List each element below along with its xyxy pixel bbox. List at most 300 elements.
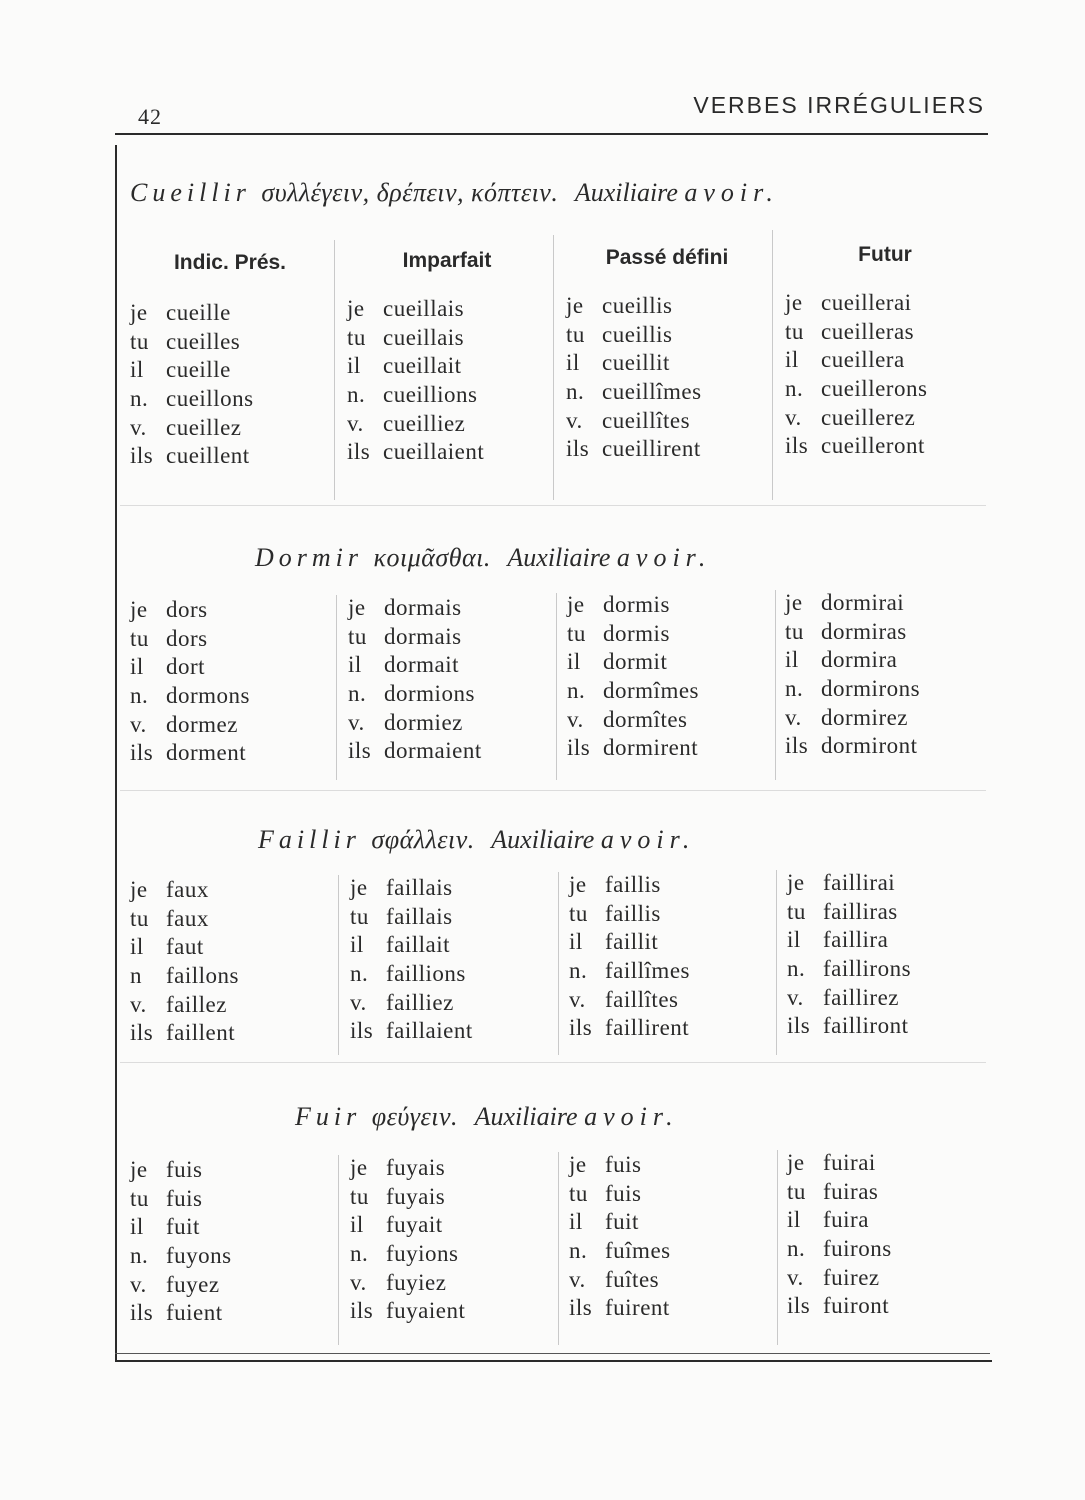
pronoun: il	[350, 932, 364, 958]
conjugation-column-passe-defini	[566, 293, 702, 465]
pronoun: tu	[347, 324, 366, 350]
conjugation-row	[569, 901, 690, 930]
conjugation-row	[348, 624, 482, 653]
conjugation-column-futur	[785, 290, 927, 462]
pronoun: v.	[350, 1269, 367, 1295]
pronoun: n	[130, 963, 142, 989]
pronoun: je	[785, 290, 803, 315]
pronoun: il	[566, 350, 580, 376]
pronoun: je	[350, 875, 368, 900]
header-rule	[115, 133, 988, 135]
pronoun: il	[569, 1209, 583, 1235]
conjugation-row	[130, 597, 250, 626]
pronoun: je	[567, 592, 585, 617]
verb-form: fuyaient	[386, 1298, 466, 1324]
pronoun: n.	[350, 1241, 369, 1267]
conjugation-column-futur	[787, 870, 911, 1042]
verb-form: faillez	[166, 991, 227, 1017]
conjugation-row	[787, 956, 911, 985]
pronoun: v.	[130, 991, 147, 1017]
conjugation-row	[787, 1179, 892, 1208]
verb-form: fuyez	[166, 1271, 220, 1297]
verb-form: dormiras	[821, 618, 907, 644]
conjugation-row	[569, 929, 690, 958]
pronoun: je	[130, 1157, 148, 1182]
pronoun: ils	[130, 1020, 154, 1046]
verb-form: cueilles	[166, 328, 241, 354]
pronoun: v.	[787, 984, 804, 1010]
pronoun: tu	[569, 900, 588, 926]
verb-form: cueillais	[383, 324, 465, 350]
running-head: VERBES IRRÉGULIERS	[693, 92, 985, 118]
verb-form: cueillit	[602, 350, 670, 376]
pronoun: tu	[130, 1185, 149, 1211]
verb-form: faut	[166, 934, 204, 960]
pronoun: n.	[130, 683, 149, 709]
verb-form: fuyais	[386, 1155, 446, 1180]
pronoun: je	[569, 872, 587, 897]
conjugation-row	[130, 906, 239, 935]
conjugation-row	[787, 1293, 892, 1322]
verb-form: cueillons	[166, 386, 254, 412]
verb-form: dorment	[166, 740, 247, 766]
conjugation-row	[130, 357, 254, 386]
verb-form: faillis	[605, 900, 661, 926]
verb-form: dormit	[603, 649, 668, 675]
pronoun: v.	[787, 1264, 804, 1290]
pronoun: v.	[130, 711, 147, 737]
verb-form: cueillera	[821, 347, 905, 373]
verb-form: dort	[166, 654, 206, 680]
pronoun: n.	[130, 386, 149, 412]
verb-form: faillirez	[823, 984, 900, 1010]
verb-form: fuyait	[386, 1212, 443, 1238]
auxiliary-label: Auxiliaire	[574, 178, 678, 207]
conjugation-row	[566, 322, 702, 351]
conjugation-row	[347, 353, 484, 382]
conjugation-row	[567, 649, 699, 678]
pronoun: n.	[566, 379, 585, 405]
verb-form: cueillis	[602, 293, 673, 318]
verb-form: fuirez	[823, 1264, 880, 1290]
auxiliary-verb: avoir.	[600, 825, 696, 854]
conjugation-row	[130, 1186, 232, 1215]
pronoun: ils	[130, 740, 154, 766]
conjugation-row	[350, 990, 473, 1019]
conjugation-row	[130, 654, 250, 683]
greek-translation: φεύγειν.	[371, 1102, 459, 1131]
pronoun: n.	[569, 1238, 588, 1264]
verb-form: fuîtes	[605, 1266, 660, 1292]
pronoun: n.	[567, 678, 586, 704]
verb-form: dormira	[821, 647, 898, 673]
verb-form: fuîmes	[605, 1238, 671, 1264]
verb-form: fuyons	[166, 1243, 232, 1269]
pronoun: je	[350, 1155, 368, 1180]
conjugation-column-futur	[785, 590, 920, 762]
verb-form: cueilleront	[821, 433, 925, 459]
conjugation-row	[785, 619, 920, 648]
conjugation-column-imparfait	[348, 595, 482, 767]
verb-form: fuyais	[386, 1183, 446, 1209]
pronoun: ils	[569, 1015, 593, 1041]
verb-form: cueillaient	[383, 439, 485, 465]
conjugation-row	[787, 899, 911, 928]
verb-form: cueillerai	[821, 290, 912, 315]
verb-form: dormis	[603, 592, 670, 617]
verb-form: faillîtes	[605, 986, 679, 1012]
pronoun: je	[787, 870, 805, 895]
column-rule	[556, 593, 557, 780]
pronoun: tu	[567, 620, 586, 646]
conjugation-row	[350, 1212, 465, 1241]
verb-form: faillons	[166, 963, 239, 989]
pronoun: je	[130, 300, 148, 325]
conjugation-row	[130, 443, 254, 472]
pronoun: ils	[350, 1018, 374, 1044]
conjugation-row	[787, 870, 911, 899]
verb-form: faillions	[386, 961, 466, 987]
auxiliary-label: Auxiliaire	[491, 825, 595, 854]
verb-heading-faillir	[258, 825, 695, 855]
pronoun: n.	[569, 958, 588, 984]
conjugation-row	[348, 652, 482, 681]
pronoun: il	[567, 649, 581, 675]
verb-form: cueillîmes	[602, 379, 702, 405]
conjugation-row	[785, 319, 927, 348]
conjugation-row	[130, 1300, 232, 1329]
verb-form: cueillions	[383, 382, 478, 408]
verb-form: dormirons	[821, 676, 921, 702]
verb-heading-dormir	[255, 543, 711, 573]
conjugation-row	[567, 678, 699, 707]
pronoun: v.	[350, 989, 367, 1015]
verb-form: cueillent	[166, 443, 250, 469]
column-rule	[334, 240, 335, 500]
conjugation-row	[787, 1236, 892, 1265]
pronoun: ils	[567, 735, 591, 761]
pronoun: v.	[347, 410, 364, 436]
conjugation-row	[787, 1265, 892, 1294]
verb-name: Dormir	[255, 543, 364, 572]
pronoun: ils	[347, 439, 371, 465]
conjugation-row	[130, 626, 250, 655]
greek-translation: συλλέγειν, δρέπειν, κόπτειν.	[261, 178, 559, 207]
verb-form: cueillîtes	[602, 407, 691, 433]
conjugation-row	[569, 1152, 671, 1181]
conjugation-column-present	[130, 877, 239, 1049]
conjugation-row	[787, 1013, 911, 1042]
verb-heading-fuir	[295, 1102, 679, 1132]
pronoun: tu	[569, 1180, 588, 1206]
pronoun: n.	[347, 382, 366, 408]
verb-form: fuis	[605, 1152, 642, 1177]
conjugation-row	[569, 1295, 671, 1324]
pronoun: tu	[348, 623, 367, 649]
conjugation-row	[347, 296, 484, 325]
pronoun: v.	[566, 407, 583, 433]
pronoun: tu	[130, 625, 149, 651]
conjugation-row	[350, 1155, 465, 1184]
verb-form: faillit	[605, 929, 659, 955]
verb-form: cueillais	[383, 296, 465, 321]
pronoun: il	[130, 1214, 144, 1240]
conjugation-row	[569, 1267, 671, 1296]
conjugation-column-passe-defini	[569, 872, 690, 1044]
column-rule	[772, 230, 773, 500]
pronoun: ils	[566, 436, 590, 462]
conjugation-row	[348, 595, 482, 624]
conjugation-row	[569, 1181, 671, 1210]
verb-form: dormions	[384, 681, 475, 707]
pronoun: n.	[787, 956, 806, 982]
pronoun: il	[787, 1207, 801, 1233]
verb-form: faillîmes	[605, 958, 690, 984]
conjugation-column-futur	[787, 1150, 892, 1322]
column-rule	[775, 590, 776, 780]
conjugation-row	[785, 705, 920, 734]
conjugation-row	[350, 1184, 465, 1213]
section-separator	[120, 505, 986, 506]
verb-form: fuis	[166, 1185, 203, 1211]
verb-form: cueillis	[602, 321, 673, 347]
verb-name: Cueillir	[130, 178, 251, 207]
conjugation-row	[130, 683, 250, 712]
conjugation-row	[567, 735, 699, 764]
conjugation-row	[130, 963, 239, 992]
pronoun: n.	[348, 681, 367, 707]
auxiliary-label: Auxiliaire	[507, 543, 611, 572]
verb-name: Faillir	[258, 825, 361, 854]
conjugation-row	[785, 433, 927, 462]
conjugation-row	[130, 415, 254, 444]
conjugation-row	[348, 710, 482, 739]
verb-form: cueilleras	[821, 318, 915, 344]
conjugation-row	[785, 290, 927, 319]
conjugation-row	[350, 1241, 465, 1270]
pronoun: ils	[787, 1013, 811, 1039]
verb-heading-cueillir	[130, 178, 779, 208]
column-rule	[777, 1150, 778, 1345]
conjugation-row	[569, 872, 690, 901]
verb-form: dormirez	[821, 704, 909, 730]
pronoun: je	[566, 293, 584, 318]
conjugation-row	[569, 1238, 671, 1267]
conjugation-column-imparfait	[350, 875, 473, 1047]
pronoun: il	[130, 357, 144, 383]
conjugation-row	[350, 875, 473, 904]
column-header-passe-defini: Passé défini	[605, 246, 729, 269]
pronoun: je	[348, 595, 366, 620]
conjugation-column-imparfait	[350, 1155, 465, 1327]
conjugation-row	[130, 877, 239, 906]
conjugation-row	[567, 707, 699, 736]
verb-form: fuis	[166, 1157, 203, 1182]
column-header-futur: Futur	[858, 243, 912, 266]
conjugation-row	[347, 439, 484, 468]
pronoun: v.	[567, 706, 584, 732]
verb-form: dormez	[166, 711, 238, 737]
verb-form: dormîtes	[603, 706, 688, 732]
conjugation-row	[566, 293, 702, 322]
pronoun: tu	[350, 1183, 369, 1209]
pronoun: tu	[787, 1178, 806, 1204]
verb-form: cueillirent	[602, 436, 701, 462]
verb-form: dormait	[384, 652, 460, 678]
conjugation-column-present	[130, 300, 254, 472]
verb-form: dormîmes	[603, 678, 699, 704]
pronoun: il	[350, 1212, 364, 1238]
conjugation-column-present	[130, 597, 250, 769]
pronoun: v.	[130, 1271, 147, 1297]
conjugation-row	[787, 1207, 892, 1236]
pronoun: je	[569, 1152, 587, 1177]
pronoun: ils	[569, 1295, 593, 1321]
section-separator	[120, 1062, 986, 1063]
pronoun: tu	[785, 318, 804, 344]
conjugation-row	[130, 740, 250, 769]
pronoun: ils	[348, 738, 372, 764]
conjugation-row	[350, 1018, 473, 1047]
verb-form: cueillerons	[821, 376, 928, 402]
pronoun: v.	[785, 404, 802, 430]
pronoun: il	[569, 929, 583, 955]
pronoun: tu	[130, 328, 149, 354]
pronoun: je	[130, 597, 148, 622]
verb-form: fuiront	[823, 1293, 890, 1319]
pronoun: tu	[785, 618, 804, 644]
conjugation-row	[569, 1209, 671, 1238]
verb-form: failliront	[823, 1013, 909, 1039]
conjugation-row	[130, 992, 239, 1021]
pronoun: v.	[130, 414, 147, 440]
verb-form: dors	[166, 625, 208, 651]
auxiliary-verb: avoir.	[616, 543, 712, 572]
verb-form: dormons	[166, 683, 250, 709]
conjugation-row	[130, 712, 250, 741]
greek-translation: κοιμᾶσθαι.	[373, 543, 491, 572]
verb-form: faillirai	[823, 870, 896, 895]
conjugation-row	[130, 1214, 232, 1243]
verb-form: failliez	[386, 989, 454, 1015]
verb-form: dormirent	[603, 735, 699, 761]
pronoun: ils	[785, 733, 809, 759]
pronoun: il	[785, 647, 799, 673]
conjugation-row	[130, 1272, 232, 1301]
pronoun: tu	[130, 905, 149, 931]
pronoun: je	[347, 296, 365, 321]
pronoun: ils	[787, 1293, 811, 1319]
conjugation-row	[787, 985, 911, 1014]
pronoun: tu	[350, 903, 369, 929]
verb-form: faillira	[823, 927, 889, 953]
table-frame-bottom-rule	[115, 1353, 990, 1354]
verb-form: dormais	[384, 623, 462, 649]
conjugation-row	[566, 436, 702, 465]
conjugation-column-imparfait	[347, 296, 484, 468]
conjugation-row	[347, 411, 484, 440]
column-rule	[338, 875, 339, 1055]
pronoun: ils	[350, 1298, 374, 1324]
auxiliary-label: Auxiliaire	[474, 1102, 578, 1131]
pronoun: n.	[787, 1236, 806, 1262]
pronoun: il	[130, 934, 144, 960]
conjugation-row	[567, 621, 699, 650]
conjugation-row	[350, 904, 473, 933]
conjugation-row	[569, 987, 690, 1016]
verb-form: faux	[166, 905, 209, 931]
verb-form: faillis	[605, 872, 661, 897]
conjugation-row	[785, 405, 927, 434]
conjugation-row	[785, 376, 927, 405]
pronoun: n.	[350, 961, 369, 987]
auxiliary-verb: avoir.	[684, 178, 779, 207]
pronoun: tu	[566, 321, 585, 347]
verb-form: faux	[166, 877, 209, 902]
conjugation-row	[350, 1270, 465, 1299]
conjugation-row	[130, 1020, 239, 1049]
conjugation-row	[348, 738, 482, 767]
column-rule	[338, 1155, 339, 1345]
verb-form: fuiras	[823, 1178, 879, 1204]
column-header-imparfait: Imparfait	[402, 249, 492, 272]
verb-name: Fuir	[295, 1102, 362, 1131]
conjugation-row	[130, 300, 254, 329]
column-rule	[558, 1152, 559, 1345]
conjugation-row	[130, 1243, 232, 1272]
verb-form: cueillerez	[821, 404, 916, 430]
verb-form: cueillez	[166, 414, 242, 440]
pronoun: v.	[785, 704, 802, 730]
pronoun: ils	[785, 433, 809, 459]
verb-form: cueilliez	[383, 410, 466, 436]
conjugation-row	[350, 1298, 465, 1327]
verb-form: cueille	[166, 300, 231, 325]
verb-form: faillent	[166, 1020, 236, 1046]
verb-form: fuyions	[386, 1241, 459, 1267]
conjugation-row	[350, 961, 473, 990]
verb-form: faillirent	[605, 1015, 690, 1041]
conjugation-row	[569, 958, 690, 987]
conjugation-column-present	[130, 1157, 232, 1329]
pronoun: ils	[130, 1300, 154, 1326]
conjugation-row	[566, 408, 702, 437]
conjugation-row	[785, 733, 920, 762]
pronoun: il	[787, 927, 801, 953]
conjugation-row	[130, 1157, 232, 1186]
verb-form: dormiront	[821, 733, 918, 759]
pronoun: il	[348, 652, 362, 678]
conjugation-row	[350, 932, 473, 961]
pronoun: il	[130, 654, 144, 680]
verb-form: faillaient	[386, 1018, 473, 1044]
conjugation-row	[566, 379, 702, 408]
pronoun: v.	[348, 709, 365, 735]
column-rule	[558, 872, 559, 1055]
verb-form: faillais	[386, 875, 453, 900]
conjugation-row	[347, 325, 484, 354]
pronoun: il	[785, 347, 799, 373]
conjugation-row	[785, 676, 920, 705]
pronoun: je	[130, 877, 148, 902]
conjugation-row	[130, 386, 254, 415]
verb-form: cueille	[166, 357, 231, 383]
conjugation-row	[130, 934, 239, 963]
conjugation-row	[347, 382, 484, 411]
verb-form: failliras	[823, 898, 898, 924]
column-rule	[776, 870, 777, 1055]
pronoun: v.	[569, 1266, 586, 1292]
